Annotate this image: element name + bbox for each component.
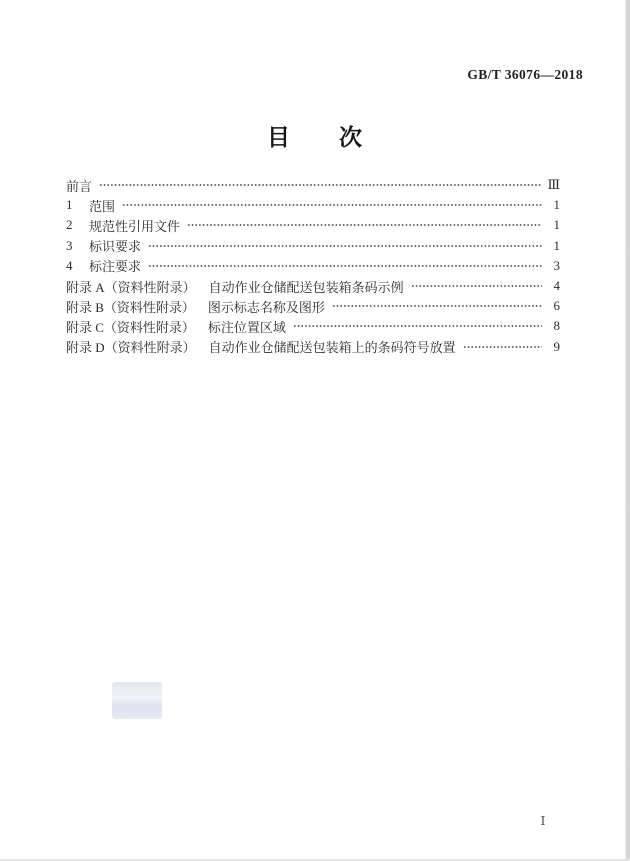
toc-entry-number: 2 (66, 217, 73, 233)
toc-entry (66, 215, 560, 235)
toc-entry (66, 175, 560, 195)
toc-entry-subtitle: 标注位置区域 (207, 319, 286, 335)
toc-entry-page: 1 (553, 217, 560, 233)
toc-entry (66, 316, 560, 336)
toc-entry-page: 1 (553, 197, 560, 213)
toc-entry (66, 256, 560, 276)
toc-entry-page: 6 (553, 298, 560, 314)
toc-entry-subtitle: 图示标志名称及图形 (207, 299, 325, 315)
dot-leader (411, 278, 542, 294)
toc-entry-number: 4 (66, 257, 73, 273)
toc-entry-label: 附录 A（资料性附录） (66, 279, 196, 295)
toc-entry-label: 附录 D（资料性附录） (66, 340, 196, 356)
toc-entry-label: 规范性引用文件 (89, 218, 181, 234)
toc-entry-page: 9 (553, 338, 560, 354)
standard-code: GB/T 36076—2018 (467, 67, 583, 82)
dot-leader (99, 177, 542, 193)
toc-entry (66, 337, 560, 357)
dot-leader (293, 318, 542, 334)
watermark-blob (112, 682, 162, 719)
toc-entry (66, 296, 560, 316)
dot-leader (122, 197, 542, 213)
toc-entry-label: 标识要求 (89, 239, 142, 255)
toc-entry-page: Ⅲ (547, 177, 560, 193)
toc-entry-label: 标注要求 (89, 259, 142, 275)
dot-leader (148, 258, 542, 274)
toc-entry-label: 前言 (66, 178, 93, 194)
dot-leader (187, 217, 542, 233)
toc-entry-subtitle: 自动作业仓储配送包装箱条码示例 (208, 279, 404, 295)
toc-entry-number: 3 (66, 237, 73, 253)
toc-entry-label: 附录 C（资料性附录） (66, 319, 195, 335)
toc-entry (66, 276, 560, 296)
toc-list (66, 175, 560, 357)
dot-leader (148, 238, 542, 254)
page-number: Ⅰ (540, 814, 546, 828)
toc-entry-page: 3 (553, 257, 560, 273)
toc-entry (66, 195, 560, 215)
toc-entry-page: 1 (553, 237, 560, 253)
toc-entry-subtitle: 自动作业仓储配送包装箱上的条码符号放置 (208, 340, 456, 356)
toc-entry (66, 236, 560, 256)
toc-entry-page: 8 (553, 318, 560, 334)
page-title: 目 次 (267, 125, 363, 150)
dot-leader (463, 339, 542, 355)
toc-entry-page: 4 (553, 278, 560, 294)
scan-edge-right (622, 0, 630, 861)
toc-entry-number: 1 (66, 197, 73, 213)
dot-leader (332, 298, 542, 314)
toc-entry-label: 范围 (89, 198, 116, 214)
toc-entry-label: 附录 B（资料性附录） (66, 299, 195, 315)
